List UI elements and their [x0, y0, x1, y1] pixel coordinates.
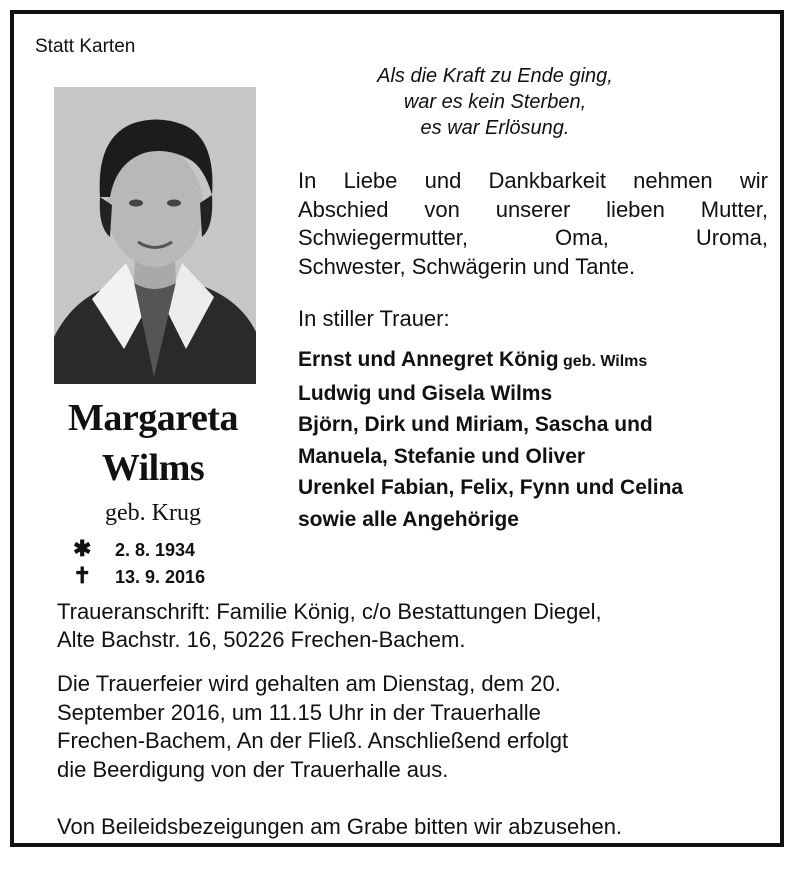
farewell-line: Schwester, Schwägerin und Tante.: [298, 253, 636, 279]
mourner-line: sowie alle Angehörige: [298, 507, 519, 531]
funeral-service-info: [57, 670, 697, 784]
mourner-maiden-note: geb. Wilms: [558, 353, 648, 370]
death-cross-icon: ✝: [73, 563, 92, 588]
mourners-list: [298, 344, 778, 535]
motto-line: es war Erlösung.: [420, 117, 570, 139]
service-line: Die Trauerfeier wird gehalten am Dienstag, dem 20.: [57, 671, 561, 696]
mourning-heading: In stiller Trauer:: [298, 306, 450, 331]
mourner-line: [298, 344, 778, 378]
mourner-line: Manuela, Stefanie und Oliver: [298, 444, 586, 468]
service-line: Frechen-Bachem, An der Fließ. Anschließend erfolgt: [57, 728, 569, 753]
mourner-name: Ernst und Annegret König: [298, 348, 559, 371]
service-line: die Beerdigung von der Trauerhalle aus.: [57, 756, 449, 782]
motto-verse: [330, 63, 660, 141]
farewell-line: Abschied von unserer lieben Mutter,: [298, 196, 768, 222]
deceased-maiden-name: geb. Krug: [105, 500, 201, 526]
deceased-last-name: Wilms: [101, 447, 205, 489]
deceased-first-name: Margareta: [68, 397, 238, 439]
death-date-row: [73, 563, 205, 589]
birth-date: 2. 8. 1934: [115, 540, 196, 560]
death-date: 13. 9. 2016: [115, 567, 206, 587]
farewell-line: Schwiegermutter, Oma, Uroma,: [298, 225, 768, 250]
mourning-address: [57, 598, 737, 654]
mourner-line: Ludwig und Gisela Wilms: [298, 381, 553, 405]
birth-star-icon: ✱: [73, 536, 92, 561]
condolence-note: Von Beileidsbezeigungen am Grabe bitten wir abzusehen.: [57, 814, 623, 839]
mourner-line: Urenkel Fabian, Felix, Fynn und Celina: [298, 476, 684, 499]
motto-line: Als die Kraft zu Ende ging,: [377, 65, 613, 87]
mourner-line: Björn, Dirk und Miriam, Sascha und: [298, 413, 653, 436]
birth-date-row: [73, 536, 195, 562]
header-label: Statt Karten: [35, 36, 136, 57]
farewell-text: [298, 167, 768, 281]
service-line: September 2016, um 11.15 Uhr in der Trauerhalle: [57, 699, 541, 725]
address-line: Traueranschrift: Familie König, c/o Bestattungen Diegel,: [57, 599, 602, 624]
address-line: Alte Bachstr. 16, 50226 Frechen-Bachem.: [57, 627, 466, 652]
farewell-line: In Liebe und Dankbarkeit nehmen wir: [298, 168, 768, 193]
portrait-photo: [54, 87, 256, 384]
motto-line: war es kein Sterben,: [403, 91, 587, 113]
